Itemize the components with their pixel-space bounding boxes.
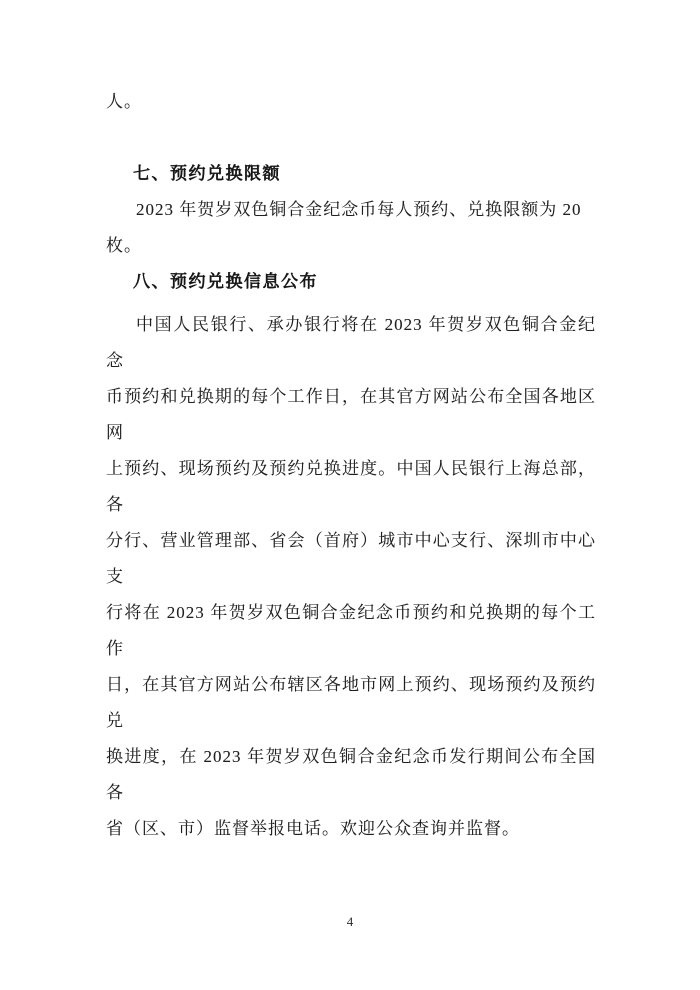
text-line: 日，在其官方网站公布辖区各地市网上预约、现场预约及预约兑 (106, 675, 596, 730)
text-line: 中国人民银行、承办银行将在 2023 年贺岁双色铜合金纪念 (106, 315, 596, 370)
text-line: 换进度，在 2023 年贺岁双色铜合金纪念币发行期间公布全国各 (106, 747, 596, 802)
text-line: 行将在 2023 年贺岁双色铜合金纪念币预约和兑换期的每个工作 (106, 603, 596, 658)
section-8-heading: 八、预约兑换信息公布 (133, 272, 318, 291)
document-body (106, 84, 596, 847)
text-line: 省（区、市）监督举报电话。欢迎公众查询并监督。 (106, 819, 520, 838)
section-8-paragraph (106, 307, 596, 847)
page-number: 4 (346, 914, 354, 929)
text-line: 币预约和兑换期的每个工作日，在其官方网站公布全国各地区网 (106, 387, 596, 442)
text-line: 分行、营业管理部、省会（首府）城市中心支行、深圳市中心支 (106, 531, 596, 586)
section-7-paragraph: 2023 年贺岁双色铜合金纪念币每人预约、兑换限额为 20 枚。 (106, 200, 582, 255)
blank-line (106, 120, 596, 156)
text-line: 上预约、现场预约及预约兑换进度。中国人民银行上海总部，各 (106, 459, 596, 514)
paragraph-continuation: 人。 (106, 92, 142, 111)
section-7-heading: 七、预约兑换限额 (133, 164, 281, 183)
page-footer (0, 913, 700, 931)
